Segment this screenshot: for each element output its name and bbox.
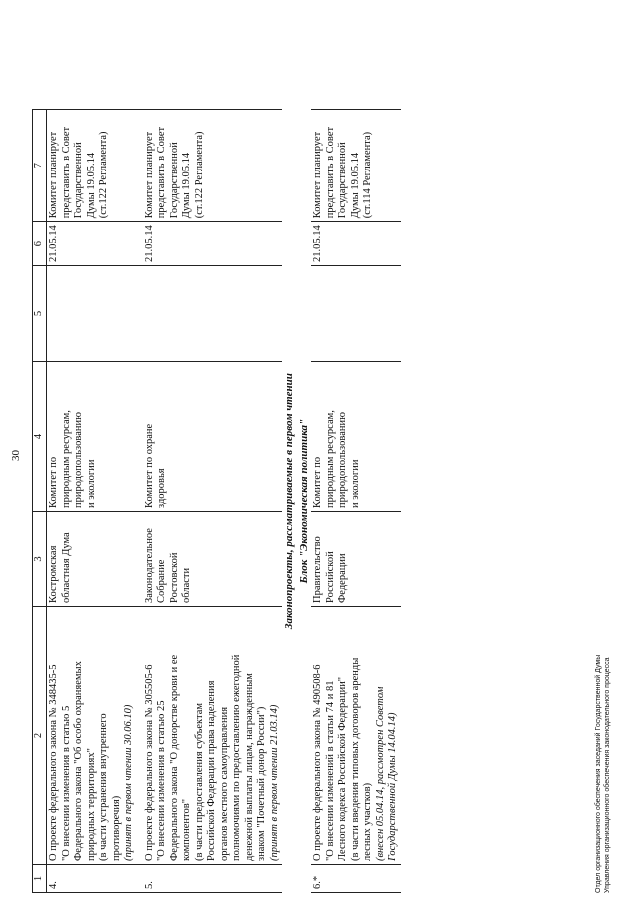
committee-line: природным ресурсам,	[324, 410, 336, 508]
bill-description	[311, 607, 401, 865]
col-header-5: 5	[33, 266, 47, 362]
column-number-row	[33, 110, 47, 893]
section-heading: Законопроекты, рассматриваемые в первом чтении	[283, 373, 295, 630]
initiator	[311, 512, 401, 607]
block-heading-row	[297, 110, 312, 893]
bill-line: органов местного самоуправления	[218, 706, 230, 861]
bill-line: лесных участков)	[362, 782, 373, 861]
plan-line: Государственной	[168, 142, 180, 219]
committee-line: природопользованию	[73, 412, 84, 508]
committee-line: здоровья	[156, 468, 167, 508]
row-number: 5.	[143, 865, 283, 893]
initiator-line: Правительство	[312, 536, 323, 603]
col-header-2: 2	[33, 607, 47, 865]
bill-line: природных территориях"	[85, 748, 97, 861]
bill-line: денежной выплаты лицам, награжденным	[243, 673, 255, 861]
bill-line: "О внесении изменений в статьи 74 и 81	[324, 680, 336, 861]
bill-status-line: (принят в первом чтении 21.03.14)	[268, 704, 280, 861]
col-header-3: 3	[33, 512, 47, 607]
committee-line: Комитет по	[312, 456, 323, 508]
plan-line: Государственной	[73, 142, 84, 219]
bill-line: Лесного кодекса Российской Федерации"	[337, 676, 348, 861]
bill-line: Федерального закона "О донорстве крови и ее	[168, 654, 180, 861]
committee-line: Комитет по	[48, 456, 59, 508]
bill-line: знаком "Почетный донор России")	[256, 706, 267, 861]
bill-line: Российской Федерации права наделения	[206, 680, 217, 861]
initiator-line: Федерации	[337, 553, 348, 603]
plan-cell	[311, 110, 401, 222]
footer-line: Управления организационного обеспечения законодательного процесса	[604, 657, 611, 893]
bill-status-line: (внесен 05.04.14, рассмотрен Советом	[374, 686, 386, 861]
committee-line: природным ресурсам,	[60, 410, 72, 508]
committee	[143, 362, 283, 512]
initiator-line: Законодательное	[143, 528, 155, 603]
date-cell: 21.05.14	[47, 222, 137, 266]
bill-line: противоречия)	[110, 795, 122, 861]
bill-status-line: (принят в первом чтении 30.06.10)	[123, 704, 134, 861]
committee	[47, 362, 137, 512]
bills-table	[32, 109, 401, 893]
block-heading: Блок "Экономическая политика"	[297, 418, 310, 584]
plan-line: представить в Совет	[156, 126, 167, 219]
initiator-line: Ростовской области	[168, 552, 192, 603]
table-row	[143, 110, 283, 893]
column-5-cell	[47, 266, 137, 362]
table-row	[47, 110, 137, 893]
initiator-line: Российской	[324, 551, 336, 603]
bill-line: (в части введения типовых договоров аренды	[349, 657, 361, 861]
plan-line: Комитет планирует	[312, 131, 323, 219]
column-5-cell	[143, 266, 283, 362]
plan-line: (ст.122 Регламента)	[98, 131, 109, 219]
committee-line: Комитет по охране	[143, 423, 155, 508]
bill-description	[47, 607, 137, 865]
initiator	[47, 512, 137, 607]
committee-line: и экологии	[85, 459, 97, 508]
bill-line: О проекте федерального закона № 305505-6	[143, 664, 155, 861]
bill-line: "О внесении изменения в статью 25	[156, 700, 167, 861]
section-heading-row	[282, 110, 297, 893]
initiator-line: Собрание	[156, 559, 167, 603]
plan-line: Государственной	[337, 142, 348, 219]
footer	[594, 655, 612, 893]
col-header-6: 6	[33, 222, 47, 266]
plan-cell	[47, 110, 137, 222]
plan-line: представить в Совет	[60, 126, 72, 219]
plan-line: Комитет планирует	[143, 131, 155, 219]
bill-line: О проекте федерального закона № 490508-6	[312, 664, 323, 861]
col-header-1: 1	[33, 865, 47, 893]
plan-line: (ст.122 Регламента)	[193, 131, 205, 219]
bill-line: Федерального закона "Об особо охраняемых	[73, 661, 84, 861]
plan-line: Думы 19.05.14	[181, 152, 192, 219]
bill-line: компонентов"	[181, 799, 192, 861]
col-header-7: 7	[33, 110, 47, 222]
bill-line: "О внесении изменения в статью 5	[60, 705, 72, 861]
table-row	[311, 110, 401, 893]
page-number: 30	[10, 450, 22, 461]
plan-line: (ст.114 Регламента)	[362, 131, 373, 219]
bill-line: (в части устранения внутреннего	[98, 713, 109, 861]
bill-status-line: Государственной Думы 14.04.14)	[387, 712, 398, 861]
date-cell: 21.05.14	[143, 222, 283, 266]
committee	[311, 362, 401, 512]
date-cell: 21.05.14	[311, 222, 401, 266]
plan-line: Комитет планирует	[48, 131, 59, 219]
plan-cell	[143, 110, 283, 222]
plan-line: Думы 19.05.14	[85, 152, 97, 219]
bill-line: О проекте федерального закона № 348435-5	[48, 664, 59, 861]
col-header-4: 4	[33, 362, 47, 512]
plan-line: Думы 19.05.14	[349, 152, 361, 219]
column-5-cell	[311, 266, 401, 362]
initiator-line: областная Дума	[60, 532, 72, 603]
committee-line: природопользованию	[337, 412, 348, 508]
initiator	[143, 512, 283, 607]
initiator-line: Костромская	[48, 545, 59, 603]
bill-line: (в части предоставления субъектам	[193, 703, 205, 861]
row-number: 6.*	[311, 865, 401, 893]
plan-line: представить в Совет	[324, 126, 336, 219]
footer-line: Отдел организационного обеспечения заседаний Государственной Думы	[595, 654, 602, 893]
bill-description	[143, 607, 283, 865]
row-number: 4.	[47, 865, 137, 893]
committee-line: и экологии	[349, 459, 361, 508]
bill-line: полномочиями по предоставлению ежегодной	[231, 654, 242, 861]
